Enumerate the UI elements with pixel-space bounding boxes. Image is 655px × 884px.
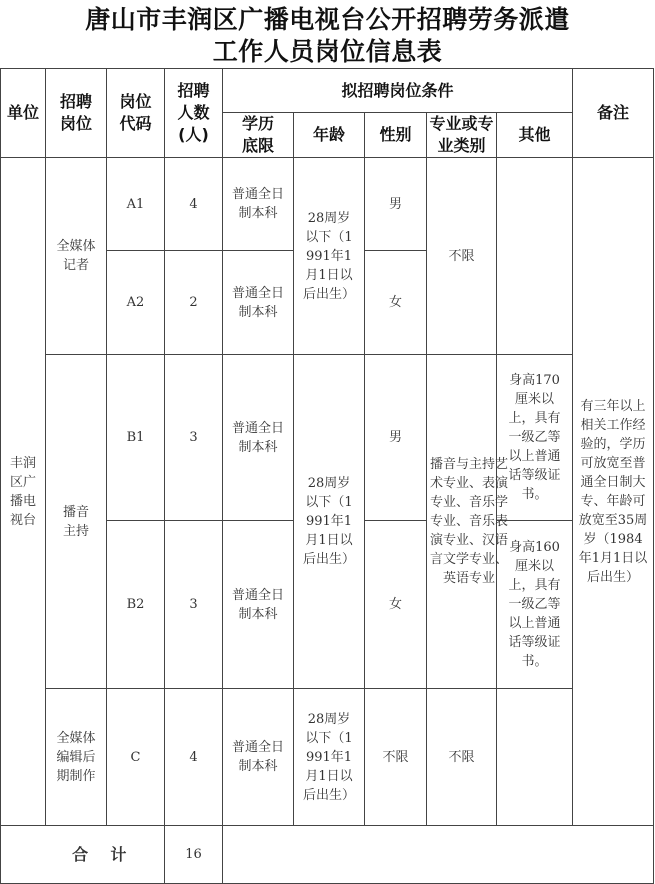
header-conditions: 拟招聘岗位条件 [223, 69, 573, 113]
header-other: 其他 [497, 113, 573, 158]
header-major: 专业或专业类别 [427, 113, 497, 158]
total-label: 合 计 [1, 826, 165, 884]
major-host: 播音与主持艺术专业、表演专业、音乐学专业、音乐表演专业、汉语言文学专业、英语专业 [427, 355, 497, 689]
count-b2: 3 [165, 521, 223, 689]
education-b2: 普通全日制本科 [223, 521, 294, 689]
education-a2: 普通全日制本科 [223, 251, 294, 355]
header-gender: 性别 [365, 113, 427, 158]
count-c: 4 [165, 689, 223, 826]
header-code: 岗位代码 [107, 69, 165, 158]
remark-cell: 有三年以上相关工作经验的，学历可放宽至普通全日制大专、年龄可放宽至35周岁（1984年1月1日以后出生） [573, 158, 654, 826]
gender-a2: 女 [365, 251, 427, 355]
title-line-2: 工作人员岗位信息表 [212, 37, 443, 66]
other-reporter [497, 158, 573, 355]
code-a1: A1 [107, 158, 165, 251]
recruitment-table [0, 68, 654, 884]
header-position: 招聘岗位 [46, 69, 107, 158]
major-editor: 不限 [427, 689, 497, 826]
education-a1: 普通全日制本科 [223, 158, 294, 251]
code-a2: A2 [107, 251, 165, 355]
count-a2: 2 [165, 251, 223, 355]
header-unit: 单位 [1, 69, 46, 158]
header-count: 招聘人数(人) [165, 69, 223, 158]
page-title [0, 4, 655, 68]
total-empty [223, 826, 654, 884]
education-b1: 普通全日制本科 [223, 355, 294, 521]
age-reporter: 28周岁以下（1991年1月1日以后出生） [294, 158, 365, 355]
gender-b1: 男 [365, 355, 427, 521]
count-a1: 4 [165, 158, 223, 251]
header-age: 年龄 [294, 113, 365, 158]
position-host: 播音主持 [46, 355, 107, 689]
age-host: 28周岁以下（1991年1月1日以后出生） [294, 355, 365, 689]
title-line-1: 唐山市丰润区广播电视台公开招聘劳务派遣 [85, 5, 570, 34]
code-b1: B1 [107, 355, 165, 521]
position-editor: 全媒体编辑后期制作 [46, 689, 107, 826]
major-reporter: 不限 [427, 158, 497, 355]
total-value: 16 [165, 826, 223, 884]
header-remark: 备注 [573, 69, 654, 158]
code-c: C [107, 689, 165, 826]
education-c: 普通全日制本科 [223, 689, 294, 826]
other-b1: 身高170厘米以上，具有一级乙等以上普通话等级证书。 [497, 355, 573, 521]
header-education: 学历底限 [223, 113, 294, 158]
count-b1: 3 [165, 355, 223, 521]
gender-b2: 女 [365, 521, 427, 689]
gender-a1: 男 [365, 158, 427, 251]
other-editor [497, 689, 573, 826]
age-editor: 28周岁以下（1991年1月1日以后出生） [294, 689, 365, 826]
gender-c: 不限 [365, 689, 427, 826]
position-reporter: 全媒体记者 [46, 158, 107, 355]
code-b2: B2 [107, 521, 165, 689]
other-b2: 身高160厘米以上，具有一级乙等以上普通话等级证书。 [497, 521, 573, 689]
unit-cell: 丰润区广播电视台 [1, 158, 46, 826]
